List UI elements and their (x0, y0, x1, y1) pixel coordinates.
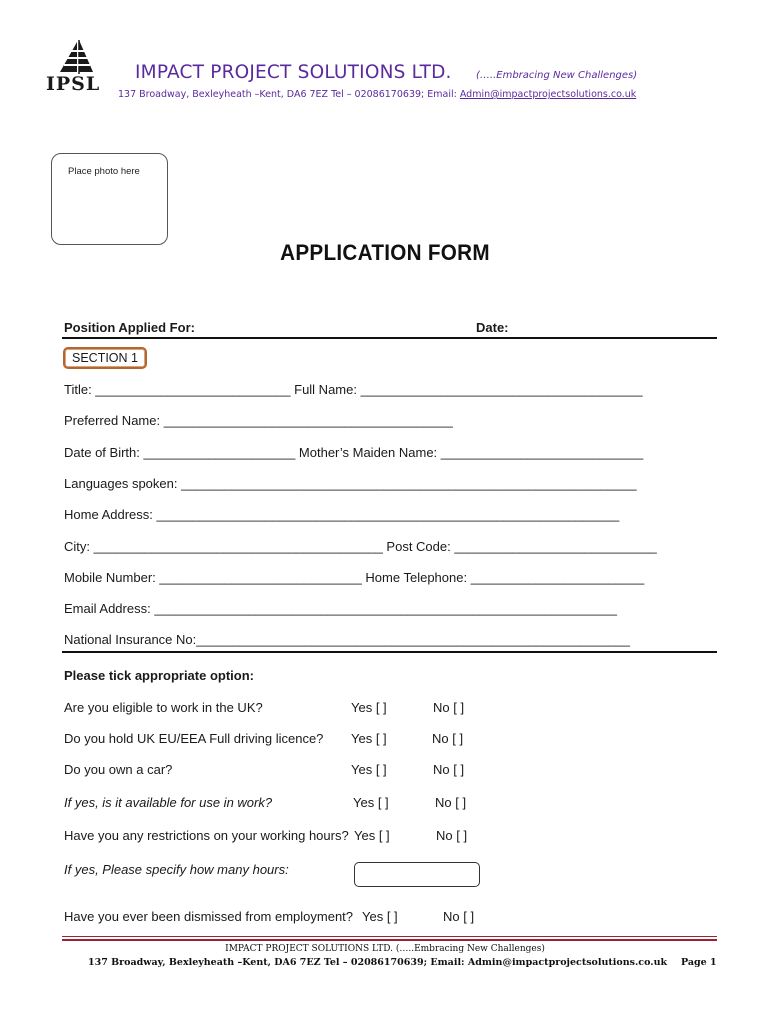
company-address (118, 89, 636, 100)
divider (62, 337, 717, 339)
email-address-field[interactable]: Email Address: ________________________________________________________________ (64, 601, 618, 616)
yes-checkbox[interactable]: Yes [ ] (351, 731, 387, 746)
question-text: Are you eligible to work in the UK? (64, 700, 263, 715)
photo-placeholder-label: Place photo here (68, 166, 140, 177)
footer-rule (62, 936, 717, 937)
address-text: 137 Broadway, Bexleyheath –Kent, DA6 7EZ Tel – 02086170639; Email: (118, 89, 460, 100)
footer-address: 137 Broadway, Bexleyheath –Kent, DA6 7EZ Tel – 02086170639; Email: Admin@impactprojectsolutions.co.uk (88, 957, 668, 968)
home-address-field[interactable]: Home Address: ________________________________________________________________ (64, 507, 620, 522)
no-checkbox[interactable]: No [ ] (435, 795, 467, 810)
no-checkbox[interactable]: No [ ] (433, 762, 465, 777)
yes-checkbox[interactable]: Yes [ ] (351, 762, 387, 777)
no-checkbox[interactable]: No [ ] (436, 828, 468, 843)
question-text: Have you any restrictions on your working hours? (64, 828, 349, 843)
ship-sail-icon (46, 40, 118, 74)
languages-field[interactable]: Languages spoken: _______________________________________________________________ (64, 476, 637, 491)
logo-text: IPSL (46, 73, 101, 95)
question-text: Do you own a car? (64, 762, 173, 777)
photo-placeholder-box[interactable] (51, 153, 168, 245)
mobile-telephone-field[interactable]: Mobile Number: ____________________________ Home Telephone: ________________________ (64, 570, 645, 585)
company-tagline: (…..Embracing New Challenges) (476, 70, 638, 81)
yes-checkbox[interactable]: Yes [ ] (351, 700, 387, 715)
form-title: APPLICATION FORM (280, 240, 490, 265)
dob-maiden-name-field[interactable]: Date of Birth: _____________________ Mother’s Maiden Name: ____________________________ (64, 445, 644, 460)
email-link[interactable]: Admin@impactprojectsolutions.co.uk (459, 89, 637, 100)
date-label: Date: (476, 320, 509, 335)
footer-rule (62, 939, 717, 941)
company-logo (46, 40, 118, 96)
no-checkbox[interactable]: No [ ] (432, 731, 464, 746)
divider (62, 651, 717, 653)
hours-input[interactable] (354, 862, 480, 887)
preferred-name-field[interactable]: Preferred Name: ________________________________________ (64, 413, 453, 428)
question-text: Do you hold UK EU/EEA Full driving licence? (64, 731, 324, 746)
tick-heading: Please tick appropriate option: (64, 668, 254, 683)
no-checkbox[interactable]: No [ ] (443, 909, 475, 924)
national-insurance-field[interactable]: National Insurance No:____________________________________________________________ (64, 632, 631, 647)
question-text: Have you ever been dismissed from employment? (64, 909, 354, 924)
question-text: If yes, Please specify how many hours: (64, 862, 289, 877)
yes-checkbox[interactable]: Yes [ ] (362, 909, 398, 924)
yes-checkbox[interactable]: Yes [ ] (354, 828, 390, 843)
yes-checkbox[interactable]: Yes [ ] (353, 795, 389, 810)
position-applied-label: Position Applied For: (64, 320, 195, 335)
title-fullname-field[interactable]: Title: ___________________________ Full Name: _______________________________________ (64, 382, 643, 397)
footer-company: IMPACT PROJECT SOLUTIONS LTD. (…..Embracing New Challenges) (225, 944, 545, 954)
question-text: If yes, is it available for use in work? (64, 795, 273, 810)
page-number: Page 1 (681, 957, 717, 968)
no-checkbox[interactable]: No [ ] (433, 700, 465, 715)
city-postcode-field[interactable]: City: ________________________________________ Post Code: ____________________________ (64, 539, 657, 554)
company-name: IMPACT PROJECT SOLUTIONS LTD. (135, 62, 452, 83)
section-badge: SECTION 1 (63, 347, 147, 369)
